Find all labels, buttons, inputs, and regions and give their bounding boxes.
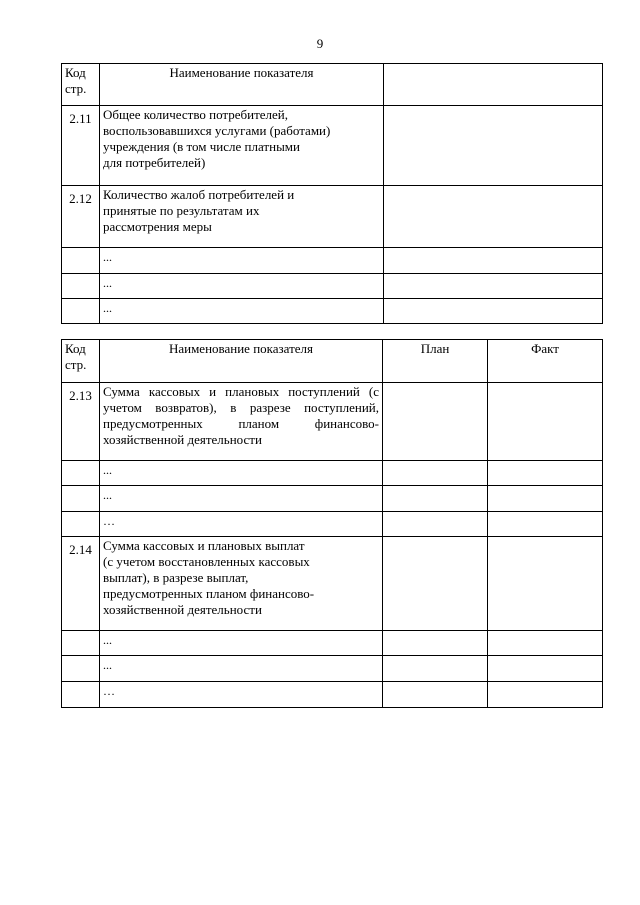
ellipsis-cell: ... [100,299,384,324]
row-value [384,106,603,186]
row-plan [383,537,488,631]
row-name-line: Количество жалоб потребителей и [103,187,295,202]
header-plan-cell: План [383,340,488,383]
table-row [62,186,603,248]
row-code [62,274,100,299]
row-fact [488,486,603,512]
row-plan [383,682,488,708]
row-code [62,461,100,486]
table-row [62,274,603,299]
row-name: Сумма кассовых и плановых поступлений (с учетом возвратов), в разрезе поступлений, предусмотренных планом финансово-хозяйственной деятельности [100,383,383,461]
ellipsis-cell: ... [100,248,384,274]
indicators-table-2 [61,339,603,708]
header-code-cell [62,64,100,106]
header-value-cell [384,64,603,106]
row-value [384,248,603,274]
ellipsis-cell: ... [100,656,383,682]
row-code [62,656,100,682]
row-code [62,486,100,512]
table-header-row [62,340,603,383]
row-plan [383,631,488,656]
ellipsis-cell: … [100,512,383,537]
row-name-line: для потребителей) [103,155,206,170]
header-name-cell: Наименование показателя [100,64,384,106]
table-row [62,383,603,461]
ellipsis-cell: ... [100,631,383,656]
table-row [62,248,603,274]
row-fact [488,461,603,486]
row-fact [488,682,603,708]
row-name-line: Сумма кассовых и плановых выплат [103,538,305,553]
table-row [62,656,603,682]
row-fact [488,383,603,461]
ellipsis-cell: ... [100,274,384,299]
header-code-line: Код [65,65,86,80]
row-fact [488,656,603,682]
table-row [62,486,603,512]
row-value [384,274,603,299]
row-plan [383,656,488,682]
row-code [62,682,100,708]
header-fact-cell: Факт [488,340,603,383]
indicators-table-1 [61,63,603,324]
row-plan [383,512,488,537]
row-name [100,537,383,631]
table-header-row [62,64,603,106]
row-name-line: выплат), в разрезе выплат, [103,570,249,585]
row-plan [383,486,488,512]
row-name [100,186,384,248]
table-row [62,512,603,537]
row-value [384,299,603,324]
header-code-line: стр. [65,81,87,96]
row-fact [488,631,603,656]
row-name-line: принятые по результатам их [103,203,260,218]
row-code [62,512,100,537]
ellipsis-cell: ... [100,461,383,486]
row-code [62,631,100,656]
table-row [62,682,603,708]
row-fact [488,512,603,537]
table-row [62,299,603,324]
row-code [62,299,100,324]
row-code: 2.14 [62,537,100,631]
row-name-line: хозяйственной деятельности [103,602,262,617]
row-name-line: Общее количество потребителей, [103,107,288,122]
table-row [62,106,603,186]
header-code-line: стр. [65,357,87,372]
table-row [62,537,603,631]
row-code: 2.12 [62,186,100,248]
table-row [62,461,603,486]
row-plan [383,383,488,461]
table-row [62,631,603,656]
row-fact [488,537,603,631]
row-plan [383,461,488,486]
page-number: 9 [316,36,324,51]
header-name-cell: Наименование показателя [100,340,383,383]
row-name-line: (с учетом восстановленных кассовых [103,554,310,569]
row-code: 2.11 [62,106,100,186]
row-code: 2.13 [62,383,100,461]
row-name-line: предусмотренных планом финансово- [103,586,315,601]
row-value [384,186,603,248]
ellipsis-cell: ... [100,486,383,512]
row-code [62,248,100,274]
ellipsis-cell: … [100,682,383,708]
header-code-line: Код [65,341,86,356]
row-name [100,106,384,186]
header-code-cell [62,340,100,383]
row-name-line: воспользовавшихся услугами (работами) [103,123,331,138]
row-name-line: рассмотрения меры [103,219,212,234]
row-name-line: учреждения (в том числе платными [103,139,300,154]
